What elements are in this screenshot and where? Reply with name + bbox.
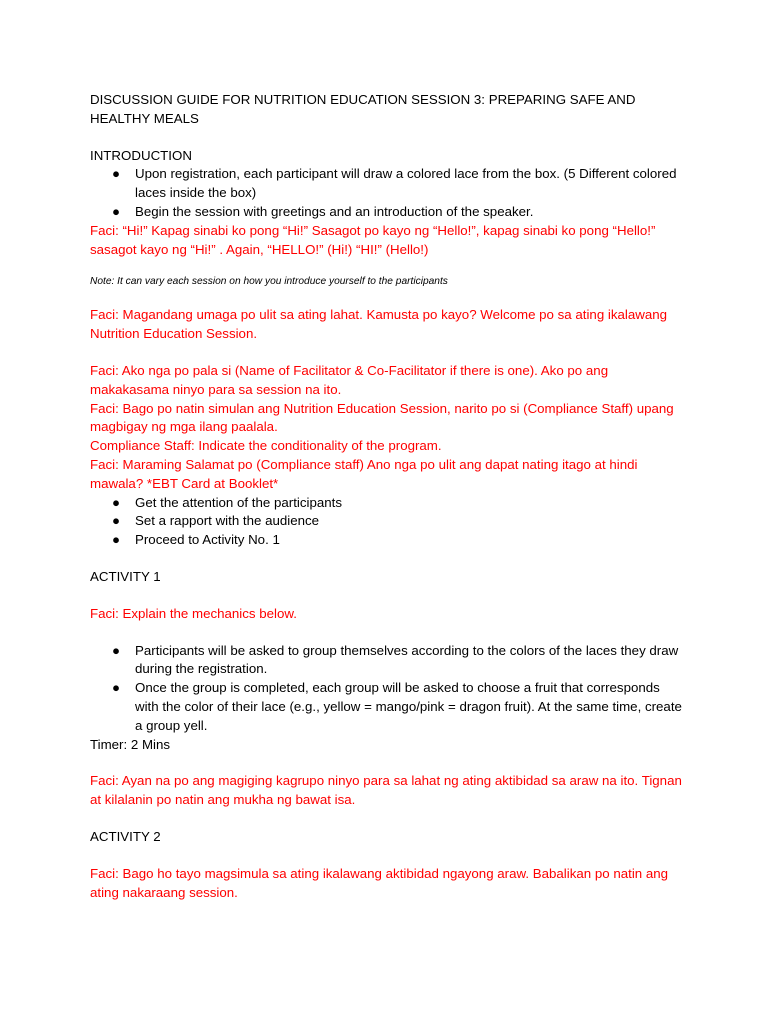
- faci-thanks: Faci: Maraming Salamat po (Compliance staff) Ano nga po ulit ang dapat nating itago at hindi mawala? *EBT Card at Booklet*: [90, 456, 638, 491]
- bullet-icon: ●: [112, 513, 121, 529]
- document-title: DISCUSSION GUIDE FOR NUTRITION EDUCATION SESSION 3: PREPARING SAFE AND HEALTHY MEALS: [90, 92, 636, 126]
- bullet-icon: ●: [112, 166, 121, 182]
- faci-greeting: Faci: “Hi!” Kapag sinabi ko pong “Hi!” Sasagot po kayo ng “Hello!”, kapag sinabi ko pong “Hello!” sasagot kayo ng “Hi!” . Again, “HELLO!” (Hi!) “HI!” (Hello!): [90, 222, 656, 257]
- list-item-text: Begin the session with greetings and an introduction of the speaker.: [135, 203, 534, 219]
- introduction-heading: INTRODUCTION: [90, 147, 192, 163]
- activity2-heading: ACTIVITY 2: [90, 828, 161, 844]
- bullet-icon: ●: [112, 642, 121, 658]
- faci-compliance-intro: Faci: Bago po natin simulan ang Nutrition Education Session, narito po si (Compliance Staff) upang magbigay ng mga ilang paalala.: [90, 400, 674, 435]
- list-item-text: Proceed to Activity No. 1: [135, 532, 280, 548]
- bullet-icon: ●: [112, 532, 121, 548]
- faci-group: Faci: Ayan na po ang magiging kagrupo ninyo para sa lahat ng ating aktibidad sa araw na ito. Tignan at kilalanin po natin ang mukha ng bawat isa.: [90, 773, 682, 808]
- timer-text: Timer: 2 Mins: [90, 736, 171, 752]
- list-item: [90, 512, 682, 531]
- bullet-icon: ●: [112, 494, 121, 510]
- list-item: [90, 165, 682, 203]
- rapport-list: [90, 494, 682, 550]
- list-item-text: Participants will be asked to group themselves according to the colors of the laces they draw during the registration.: [135, 642, 679, 677]
- list-item: [90, 642, 682, 680]
- faci-introduce-self: Faci: Ako nga po pala si (Name of Facilitator & Co-Facilitator if there is one). Ako po ang makakasama ninyo para sa session na ito.: [90, 362, 609, 397]
- list-item: [90, 203, 682, 222]
- list-item-text: Upon registration, each participant will draw a colored lace from the box. (5 Different colored laces inside the box): [135, 166, 677, 201]
- activity1-heading: ACTIVITY 1: [90, 568, 161, 584]
- list-item-text: Set a rapport with the audience: [135, 513, 320, 529]
- list-item: [90, 494, 682, 513]
- activity1-list: [90, 642, 682, 736]
- document-page: [90, 91, 682, 902]
- list-item: [90, 531, 682, 550]
- list-item: [90, 679, 682, 735]
- list-item-text: Once the group is completed, each group will be asked to choose a fruit that corresponds with the color of their lace (e.g., yellow = mango/pink = dragon fruit). At the same time, create a group yell.: [135, 680, 682, 733]
- faci-welcome: Faci: Magandang umaga po ulit sa ating lahat. Kamusta po kayo? Welcome po sa ating ikalawang Nutrition Education Session.: [90, 307, 668, 342]
- faci-mechanics: Faci: Explain the mechanics below.: [90, 605, 297, 621]
- bullet-icon: ●: [112, 203, 121, 219]
- note-text: Note: It can vary each session on how you introduce yourself to the participants: [90, 276, 448, 288]
- faci-activity2: Faci: Bago ho tayo magsimula sa ating ikalawang aktibidad ngayong araw. Babalikan po natin ang ating nakaraang session.: [90, 865, 669, 900]
- introduction-list: [90, 165, 682, 221]
- compliance-staff-line: Compliance Staff: Indicate the conditionality of the program.: [90, 438, 442, 454]
- bullet-icon: ●: [112, 680, 121, 696]
- list-item-text: Get the attention of the participants: [135, 494, 342, 510]
